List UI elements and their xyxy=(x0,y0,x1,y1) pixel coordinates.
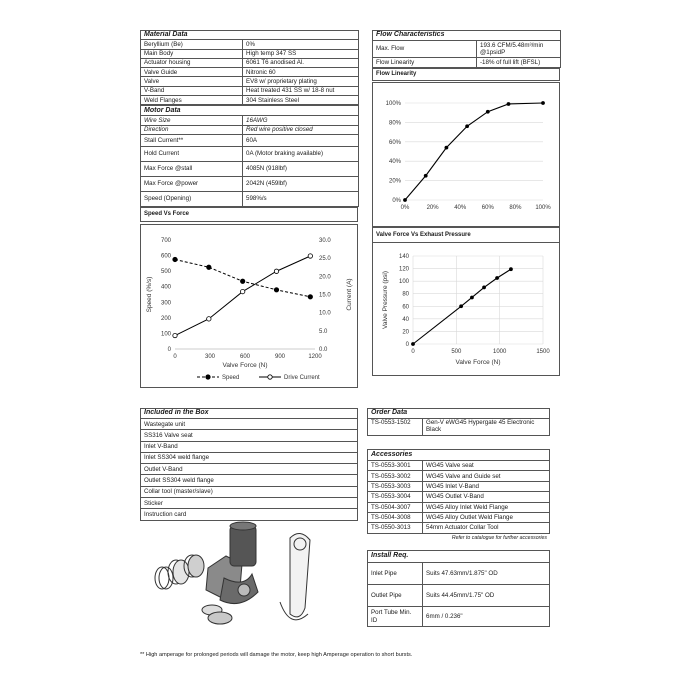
mat-value: High temp 347 SS xyxy=(243,49,359,58)
y-tick-label: 500 xyxy=(160,269,171,276)
y-tick-label: 100 xyxy=(398,279,409,286)
mat-value: 304 Stainless Steel xyxy=(243,96,359,105)
x-tick-label: 40% xyxy=(454,205,467,211)
motor-label: Hold Current xyxy=(141,146,243,161)
y-tick-label: 80% xyxy=(388,120,401,127)
x-tick-label: 100% xyxy=(535,205,551,211)
acc-value: WG45 Alloy Outlet Weld Flange xyxy=(423,512,550,522)
accessories-heading: Accessories xyxy=(368,450,550,461)
x-tick-label: 500 xyxy=(451,349,462,355)
data-point xyxy=(445,146,449,150)
legend-label: Drive Current xyxy=(284,375,320,381)
flow-value: -18% of full lift (BFSL) xyxy=(477,58,561,68)
box-item: Outlet V-Band xyxy=(141,464,358,475)
y-tick-label: 140 xyxy=(398,254,409,260)
flow-table xyxy=(372,30,560,81)
acc-row xyxy=(368,512,550,522)
data-point xyxy=(459,304,463,308)
motor-data-heading: Motor Data xyxy=(141,106,359,116)
data-point xyxy=(424,174,428,178)
y-tick-label: 600 xyxy=(160,253,171,260)
y-tick-label: 100% xyxy=(385,101,401,107)
mat-label: Beryllium (Be) xyxy=(141,40,243,49)
motor-row xyxy=(141,191,359,206)
mat-value: Heat treated 431 SS w/ 18-8 nut xyxy=(243,86,359,95)
mat-row xyxy=(141,58,359,67)
data-point xyxy=(240,289,244,293)
motor-value: 60A xyxy=(243,134,359,146)
x-axis-label: Valve Force (N) xyxy=(222,362,268,369)
x-tick-label: 300 xyxy=(204,354,216,360)
install-table xyxy=(367,550,549,627)
data-point xyxy=(509,267,513,271)
y-tick-label: 80 xyxy=(402,291,409,298)
mat-value: 0% xyxy=(243,40,359,49)
product-illustration xyxy=(140,518,358,632)
y-tick-label: 0 xyxy=(167,347,171,353)
motor-value: 4085N (918lbf) xyxy=(243,161,359,176)
acc-value: WG45 Inlet V-Band xyxy=(423,481,550,491)
footnote: ** High amperage for prolonged periods will damage the motor, keep high Amperage operation to short bursts. xyxy=(140,652,413,658)
acc-label: TS-0504-3008 xyxy=(368,512,423,522)
acc-label: TS-0553-3004 xyxy=(368,492,423,502)
acc-row xyxy=(368,471,550,481)
y2-tick-label: 0.0 xyxy=(319,347,328,353)
mat-row xyxy=(141,68,359,77)
product-illustration-panel xyxy=(140,518,358,632)
acc-value: WG45 Valve seat xyxy=(423,461,550,471)
motor-value: 2042N (459lbf) xyxy=(243,176,359,191)
inst-value: Suits 44.45mm/1.75" OD xyxy=(423,585,550,607)
data-point xyxy=(207,317,211,321)
accessories-table xyxy=(367,449,549,543)
x-tick-label: 1500 xyxy=(536,349,550,355)
acc-label: TS-0553-3001 xyxy=(368,461,423,471)
mat-row xyxy=(141,77,359,86)
data-point xyxy=(173,333,177,337)
inst-label: Inlet Pipe xyxy=(368,563,423,585)
flow-row xyxy=(373,41,561,58)
y2-tick-label: 30.0 xyxy=(319,238,331,244)
flow-label: Flow Linearity xyxy=(373,58,477,68)
data-point xyxy=(486,110,490,114)
data-point xyxy=(411,342,415,346)
legend-label: Speed xyxy=(222,375,240,381)
mat-row xyxy=(141,40,359,49)
legend-marker xyxy=(268,375,272,379)
y2-tick-label: 15.0 xyxy=(319,292,331,299)
motor-row xyxy=(141,125,359,134)
motor-value: 0A (Motor braking available) xyxy=(243,146,359,161)
box-item: Outlet SS304 weld flange xyxy=(141,475,358,486)
data-point xyxy=(470,296,474,300)
order-table xyxy=(367,408,549,436)
flow-linearity-heading: Flow Linearity xyxy=(373,69,560,81)
order-heading: Order Data xyxy=(368,409,550,419)
order-description: Gen-V eWG45 Hypergate 45 Electronic Black xyxy=(423,419,550,436)
motor-label: Max Force @power xyxy=(141,176,243,191)
y-tick-label: 40 xyxy=(402,316,409,323)
material-motor-table xyxy=(140,30,358,222)
acc-label: TS-0504-3007 xyxy=(368,502,423,512)
motor-label: Speed (Opening) xyxy=(141,191,243,206)
y-tick-label: 120 xyxy=(398,266,409,273)
data-point xyxy=(482,286,486,290)
motor-row xyxy=(141,176,359,191)
exhaust-pressure-chart xyxy=(373,243,561,377)
motor-label: Wire Size xyxy=(141,116,243,125)
motor-label: Max Force @stall xyxy=(141,161,243,176)
mat-label: Main Body xyxy=(141,49,243,58)
data-point xyxy=(274,288,278,292)
inst-row xyxy=(368,585,550,607)
box-item: Inlet SS304 weld flange xyxy=(141,452,358,463)
box-item: SS316 Valve seat xyxy=(141,430,358,441)
box-item: Instruction card xyxy=(141,509,358,520)
flow-curve xyxy=(405,103,543,200)
y-tick-label: 200 xyxy=(160,315,171,322)
order-code: TS-0553-1502 xyxy=(368,419,423,436)
y-tick-label: 0% xyxy=(392,198,401,204)
x-axis-label: Valve Force (N) xyxy=(455,359,501,366)
acc-label: TS-0550-3013 xyxy=(368,523,423,533)
acc-row xyxy=(368,461,550,471)
x-tick-label: 0% xyxy=(400,205,410,211)
data-point xyxy=(541,101,545,105)
x-tick-label: 1000 xyxy=(492,349,507,355)
acc-label: TS-0553-3002 xyxy=(368,471,423,481)
inst-label: Port Tube Min. ID xyxy=(368,607,423,627)
mat-row xyxy=(141,49,359,58)
acc-row xyxy=(368,481,550,491)
y-tick-label: 40% xyxy=(388,159,401,166)
actuator-icon xyxy=(230,526,256,566)
mat-label: V-Band xyxy=(141,86,243,95)
x-tick-label: 0 xyxy=(411,349,415,355)
data-point xyxy=(403,198,407,202)
acc-row xyxy=(368,523,550,533)
vband-ring-icon xyxy=(155,567,169,589)
motor-value: 16AWG xyxy=(243,116,359,125)
y-tick-label: 0 xyxy=(405,342,409,348)
flow-heading: Flow Characteristics xyxy=(373,31,561,41)
box-heading: Included in the Box xyxy=(141,409,358,419)
data-point xyxy=(495,276,499,280)
y2-tick-label: 10.0 xyxy=(319,310,331,317)
data-point xyxy=(274,269,278,273)
mat-label: Actuator housing xyxy=(141,58,243,67)
y-tick-label: 100 xyxy=(160,331,171,338)
exhaust-chart-panel xyxy=(372,242,560,376)
y-axis-label: Valve Pressure (psi) xyxy=(382,270,389,330)
speed-force-heading: Speed Vs Force xyxy=(141,207,358,221)
inst-value: 6mm / 0.236" xyxy=(423,607,550,627)
y-tick-label: 20% xyxy=(388,178,401,185)
data-point xyxy=(173,257,177,261)
flow-value: 193.6 CFM/5.48m³/min @1psidP xyxy=(477,41,561,58)
flow-row xyxy=(373,58,561,68)
x-tick-label: 1200 xyxy=(308,354,322,360)
x-tick-label: 20% xyxy=(426,205,439,211)
mat-row xyxy=(141,96,359,105)
x-tick-label: 80% xyxy=(509,205,522,211)
inst-label: Outlet Pipe xyxy=(368,585,423,607)
speed-force-chart-panel xyxy=(140,224,358,388)
data-point xyxy=(240,279,244,283)
y2-tick-label: 5.0 xyxy=(319,328,328,335)
x-tick-label: 600 xyxy=(239,354,251,360)
inst-value: Suits 47.63mm/1.875" OD xyxy=(423,563,550,585)
data-point xyxy=(507,102,511,106)
data-point xyxy=(207,265,211,269)
x-tick-label: 900 xyxy=(274,354,286,360)
box-item: Collar tool (master/slave) xyxy=(141,486,358,497)
mat-label: Valve Guide xyxy=(141,68,243,77)
acc-row xyxy=(368,502,550,512)
y2-tick-label: 25.0 xyxy=(319,256,331,263)
mat-value: EV8 w/ proprietary plating xyxy=(243,77,359,86)
acc-row xyxy=(368,492,550,502)
motor-label: Direction xyxy=(141,125,243,134)
y2-tick-label: 20.0 xyxy=(319,274,331,281)
y-tick-label: 300 xyxy=(160,300,171,307)
acc-value: WG45 Outlet V-Band xyxy=(423,492,550,502)
box-item: Inlet V-Band xyxy=(141,441,358,452)
flow-linearity-chart xyxy=(373,83,561,228)
series-line-drive-current xyxy=(175,256,310,336)
inst-row xyxy=(368,563,550,585)
inst-row xyxy=(368,607,550,627)
motor-row xyxy=(141,134,359,146)
motor-row xyxy=(141,146,359,161)
exhaust-heading: Valve Force Vs Exhaust Pressure xyxy=(373,228,560,243)
mat-label: Valve xyxy=(141,77,243,86)
mat-value: Nitronic 60 xyxy=(243,68,359,77)
motor-value: Red wire positive closed xyxy=(243,125,359,134)
motor-row xyxy=(141,116,359,125)
x-tick-label: 0 xyxy=(173,354,177,360)
data-point xyxy=(308,254,312,258)
motor-row xyxy=(141,161,359,176)
acc-label: TS-0553-3003 xyxy=(368,481,423,491)
y-tick-label: 20 xyxy=(402,329,409,336)
mat-value: 6061 T6 anodised Al. xyxy=(243,58,359,67)
box-table xyxy=(140,408,358,521)
data-point xyxy=(308,295,312,299)
data-point xyxy=(465,124,469,128)
y-tick-label: 700 xyxy=(160,238,171,244)
y-tick-label: 60% xyxy=(388,139,401,146)
flow-label: Max. Flow xyxy=(373,41,477,58)
y-axis-label: Speed (%/s) xyxy=(146,276,153,313)
mat-label: Weld Flanges xyxy=(141,96,243,105)
y-tick-label: 60 xyxy=(402,304,409,311)
motor-label: Stall Current** xyxy=(141,134,243,146)
speed-force-chart xyxy=(141,225,359,389)
box-item: Wastegate unit xyxy=(141,419,358,430)
box-item: Sticker xyxy=(141,498,358,509)
material-data-heading: Material Data xyxy=(141,31,359,40)
flow-chart-panel xyxy=(372,82,560,227)
legend-marker xyxy=(206,375,210,379)
motor-value: 598%/s xyxy=(243,191,359,206)
acc-value: 54mm Actuator Collar Tool xyxy=(423,523,550,533)
y2-axis-label: Current (A) xyxy=(346,278,353,311)
acc-value: WG45 Valve and Guide set xyxy=(423,471,550,481)
accessories-note: Refer to catalogue for further accessories xyxy=(451,534,547,541)
collar-tool-icon xyxy=(290,533,310,616)
exhaust-heading-box xyxy=(372,227,560,243)
x-tick-label: 60% xyxy=(481,205,494,211)
install-heading: Install Req. xyxy=(368,551,550,563)
mat-row xyxy=(141,86,359,95)
y-tick-label: 400 xyxy=(160,284,171,291)
acc-value: WG45 Alloy Inlet Weld Flange xyxy=(423,502,550,512)
